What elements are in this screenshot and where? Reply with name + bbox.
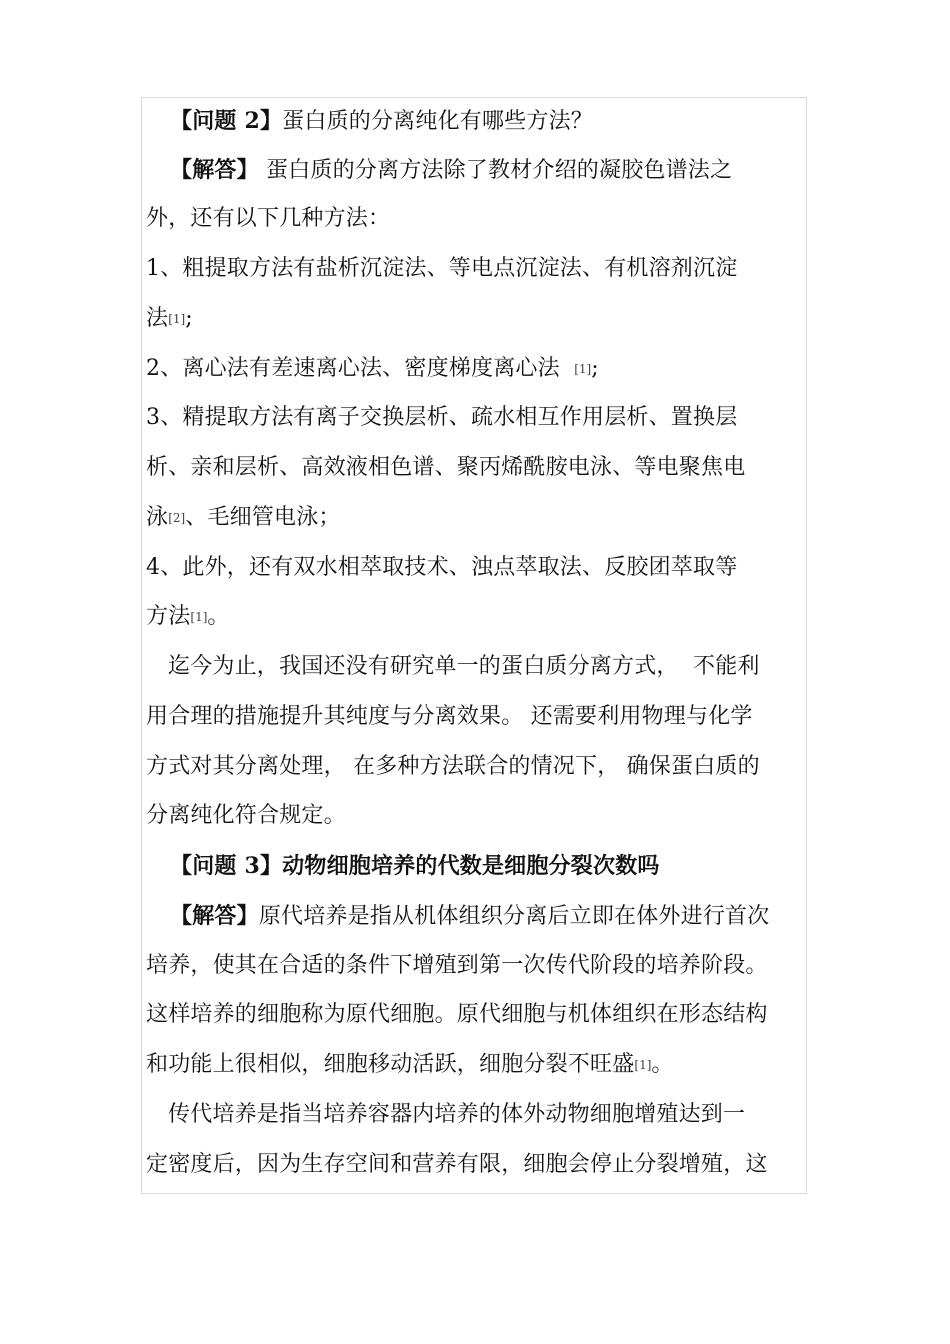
q2-item3-text-3b: 、毛细管电泳； (185, 505, 341, 530)
q2-item4-end: 。 (207, 604, 230, 629)
q3-paragraph-line-2: 定密度后，因为生存空间和营养有限，细胞会停止分裂增殖，这 (146, 1152, 768, 1177)
citation-ref: [1] (634, 1058, 652, 1072)
q2-item1-line-2 (146, 305, 193, 333)
q2-item2-text: 2、离心法有差速离心法、密度梯度离心法 (146, 356, 575, 381)
q2-item2-line (146, 355, 599, 383)
q3-question: 动物细胞培养的代数是细胞分裂次数吗 (282, 853, 660, 879)
q3-paragraph-line-1: 传代培养是指当培养容器内培养的体外动物细胞增殖达到一 (168, 1102, 746, 1127)
q2-item1-line-1: 1、粗提取方法有盐析沉淀法、等电点沉淀法、有机溶剂沉淀 (146, 256, 738, 281)
q2-item3-line-1: 3、精提取方法有离子交换层析、疏水相互作用层析、置换层 (146, 405, 738, 430)
q2-item1-end: ; (185, 306, 193, 331)
q2-item4-text-2: 方法 (146, 604, 191, 629)
q3-answer-line-4 (146, 1051, 674, 1079)
q3-answer-line-1 (170, 902, 769, 931)
q2-item3-line-2: 析、亲和层析、高效液相色谱、聚丙烯酰胺电泳、等电聚焦电 (146, 455, 746, 480)
q2-item1-text-2: 法 (146, 306, 169, 331)
q3-answer-label: 【解答】 (170, 903, 259, 929)
q2-heading (170, 107, 593, 136)
citation-ref: [1] (574, 362, 592, 376)
q3-label: 【问题 3】 (170, 853, 283, 879)
q3-answer-end: 。 (651, 1052, 674, 1077)
q2-answer-line-2: 外，还有以下几种方法： (146, 206, 391, 231)
q3-heading (170, 852, 660, 881)
q3-answer-text-4: 和功能上很相似，细胞移动活跃，细胞分裂不旺盛 (146, 1052, 635, 1077)
q3-answer-line-2: 培养，使其在合适的条件下增殖到第一次传代阶段的培养阶段。 (146, 953, 768, 978)
q2-item4-line-1: 4、此外，还有双水相萃取技术、浊点萃取法、反胶团萃取等 (146, 555, 738, 580)
citation-ref: [1] (168, 312, 186, 326)
q2-paragraph-line-1: 迄今为止，我国还没有研究单一的蛋白质分离方式， 不能利 (168, 654, 760, 679)
q2-paragraph-line-3: 方式对其分离处理， 在多种方法联合的情况下， 确保蛋白质的 (146, 754, 760, 779)
q2-item3-line-3 (146, 504, 341, 532)
q2-item2-end: ; (591, 356, 599, 381)
q2-item3-text-3a: 泳 (146, 505, 169, 530)
q2-item4-line-2 (146, 603, 230, 631)
q3-answer-text-1: 原代培养是指从机体组织分离后立即在体外进行首次 (258, 904, 770, 929)
q2-answer-label: 【解答】 (170, 157, 259, 183)
citation-ref: [2] (168, 511, 186, 525)
q3-answer-line-3: 这样培养的细胞称为原代细胞。原代细胞与机体组织在形态结构 (146, 1002, 768, 1027)
citation-ref: [1] (190, 610, 208, 624)
q2-question: 蛋白质的分离纯化有哪些方法？ (282, 109, 593, 134)
q2-answer-line-1 (170, 156, 732, 185)
q2-paragraph-line-4: 分离纯化符合规定。 (146, 803, 346, 828)
q2-label: 【问题 2】 (170, 108, 283, 134)
q2-paragraph-line-2: 用合理的措施提升其纯度与分离效果。 还需要利用物理与化学 (146, 704, 753, 729)
q2-answer-text-1: 蛋白质的分离方法除了教材介绍的凝胶色谱法之 (258, 158, 733, 183)
